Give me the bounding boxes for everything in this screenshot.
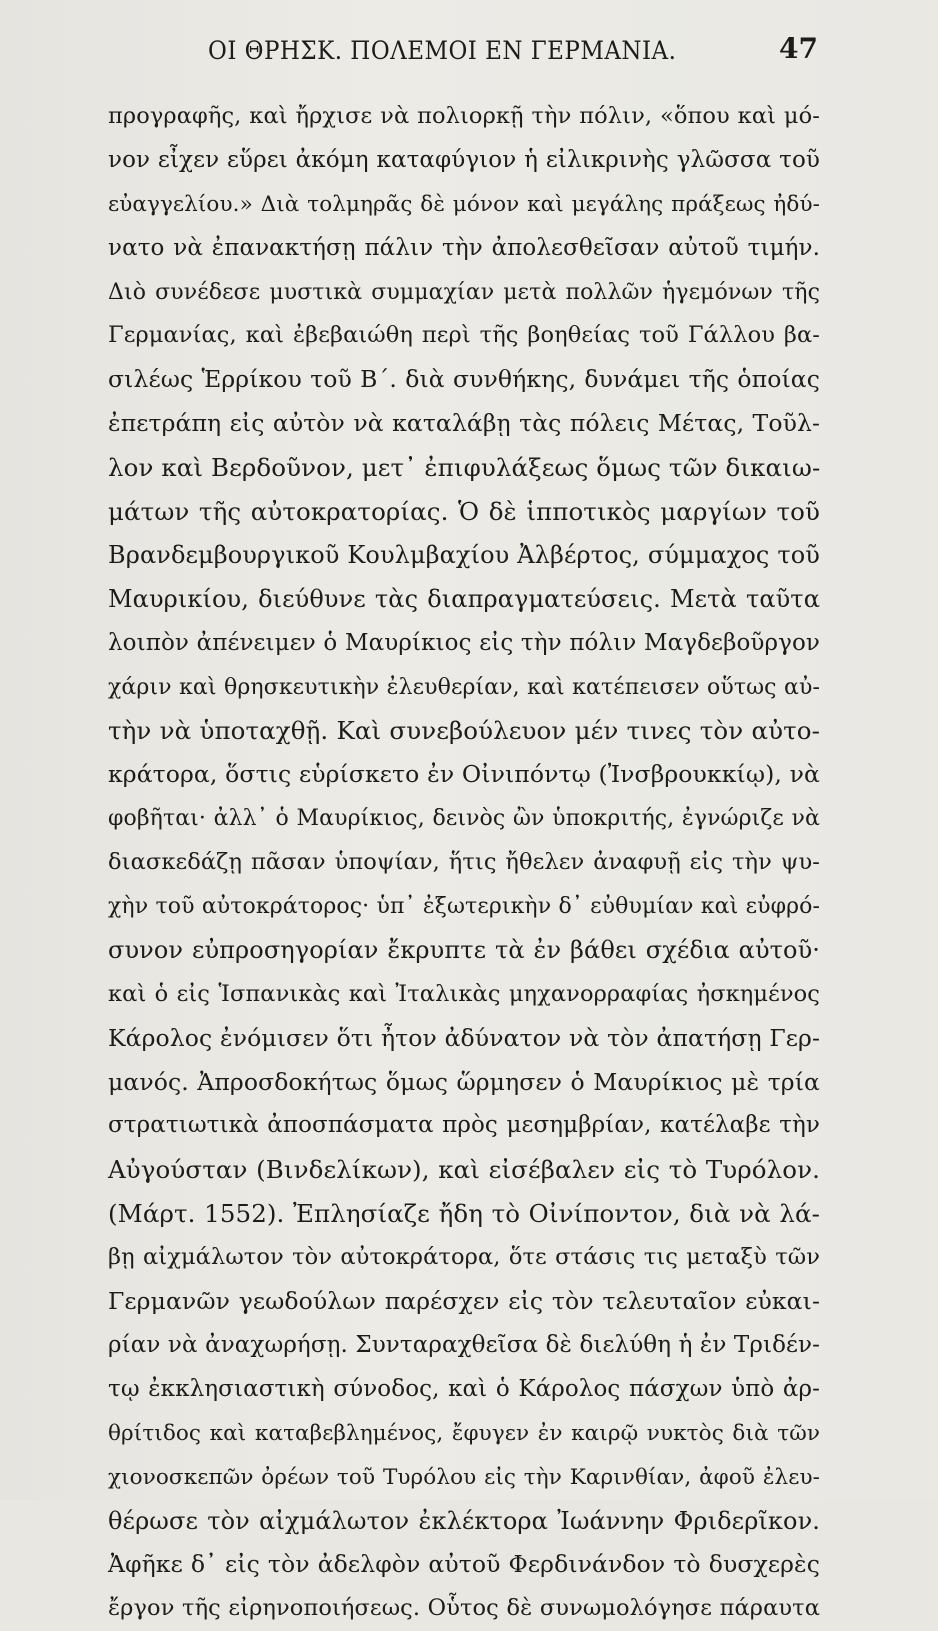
text-line: Γερμανῶν γεωδούλων παρέσχεν εἰς τὸν τελευταῖον εὐκαι- bbox=[108, 1287, 820, 1316]
page-number: 47 bbox=[779, 32, 818, 65]
text-line: νον εἶχεν εὕρει ἀκόμη καταφύγιον ἡ εἰλικρινὴς γλῶσσα τοῦ bbox=[108, 146, 820, 173]
text-line: θέρωσε τὸν αἰχμάλωτον ἐκλέκτορα Ἰωάννην Φριδερῖκον. bbox=[108, 1506, 820, 1535]
text-line: κράτορα, ὅστις εὑρίσκετο ἐν Οἰνιπόντῳ (Ἰνσβρουκκίῳ), νὰ bbox=[108, 760, 820, 789]
text-line: καὶ ὁ εἰς Ἱσπανικὰς καὶ Ἰταλικὰς μηχανορραφίας ἠσκημένος bbox=[108, 980, 820, 1007]
text-line: φοβῆται· ἀλλ᾿ ὁ Μαυρίκιος, δεινὸς ὢν ὑποκριτής, ἐγνώριζε νὰ bbox=[108, 806, 820, 832]
text-line: χὴν τοῦ αὐτοκράτορος· ὑπ᾿ ἐξωτερικὴν δ᾿ εὐθυμίαν καὶ εὐφρό- bbox=[108, 894, 820, 920]
text-line: συνον εὐπροσηγορίαν ἔκρυπτε τὰ ἐν βάθει σχέδια αὐτοῦ· bbox=[108, 935, 820, 964]
text-line: λοιπὸν ἀπένειμεν ὁ Μαυρίκιος εἰς τὴν πόλιν Μαγδεβοῦργον bbox=[108, 629, 820, 656]
text-line: Κάρολος ἐνόμισεν ὅτι ἦτον ἀδύνατον νὰ τὸν ἀπατήσῃ Γερ- bbox=[108, 1023, 820, 1052]
text-line: προγραφῆς, καὶ ἤρχισε νὰ πολιορκῇ τὴν πόλιν, «ὅπου καὶ μό- bbox=[108, 103, 820, 129]
text-line: Διὸ συνέδεσε μυστικὰ συμμαχίαν μετὰ πολλῶν ἡγεμόνων τῆς bbox=[108, 279, 820, 305]
text-line: Βρανδεμβουργικοῦ Κουλμβαχίου Ἀλβέρτος, σύμμαχος τοῦ bbox=[108, 540, 820, 569]
text-line: Γερμανίας, καὶ ἐβεβαιώθη περὶ τῆς βοηθείας τοῦ Γάλλου βα- bbox=[108, 322, 820, 349]
text-line: Αὐγούσταν (Βινδελίκων), καὶ εἰσέβαλεν εἰς τὸ Τυρόλον. bbox=[108, 1155, 820, 1185]
text-line: ἔργον τῆς εἰρηνοποιήσεως. Οὗτος δὲ συνωμολόγησε πάραυτα bbox=[108, 1595, 820, 1622]
text-line: εὐαγγελίου.» Διὰ τολμηρᾶς δὲ μόνον καὶ μεγάλης πράξεως ἠδύ- bbox=[108, 191, 820, 217]
text-line: μάτων τῆς αὐτοκρατορίας. Ὁ δὲ ἱπποτικὸς μαργίων τοῦ bbox=[108, 497, 820, 527]
text-line: τῳ ἐκκλησιαστικὴ σύνοδος, καὶ ὁ Κάρολος πάσχων ὑπὸ ἀρ- bbox=[108, 1375, 820, 1402]
text-line: διασκεδάζῃ πᾶσαν ὑποψίαν, ἥτις ἤθελεν ἀναφυῇ εἰς τὴν ψυ- bbox=[108, 849, 820, 876]
text-line: ἐπετράπη εἰς αὐτὸν νὰ καταλάβῃ τὰς πόλεις Μέτας, Τοῦλ- bbox=[108, 409, 820, 438]
text-line: Ἀφῆκε δ᾿ εἰς τὸν ἀδελφὸν αὐτοῦ Φερδινάνδον τὸ δυσχερὲς bbox=[108, 1550, 820, 1579]
text-line: λον καὶ Βερδοῦνον, μετ᾿ ἐπιφυλάξεως ὅμως τῶν δικαιω- bbox=[108, 453, 821, 483]
text-line: θρίτιδος καὶ καταβεβλημένος, ἔφυγεν ἐν καιρῷ νυκτὸς διὰ τῶν bbox=[108, 1420, 820, 1446]
text-line: Μαυρικίου, διεύθυνε τὰς διαπραγματεύσεις. Μετὰ ταῦτα bbox=[108, 584, 820, 613]
body-text bbox=[108, 95, 820, 1631]
page-header bbox=[108, 30, 820, 70]
text-line: σιλέως Ἑρρίκου τοῦ Β΄. διὰ συνθήκης, δυνάμει τῆς ὁποίας bbox=[108, 365, 820, 394]
running-head: ΟΙ ΘΡΗΣΚ. ΠΟΛΕΜΟΙ ΕΝ ΓΕΡΜΑΝΙΑ. bbox=[208, 36, 677, 65]
text-line: χάριν καὶ θρησκευτικὴν ἐλευθερίαν, καὶ κατέπεισεν οὕτως αὐ- bbox=[108, 674, 820, 700]
text-line: στρατιωτικὰ ἀποσπάσματα πρὸς μεσημβρίαν, κατέλαβε τὴν bbox=[108, 1112, 820, 1139]
text-line: ρίαν νὰ ἀναχωρήσῃ. Συνταραχθεῖσα δὲ διελύθη ἡ ἐν Τριδέν- bbox=[108, 1331, 820, 1358]
text-line: νατο νὰ ἐπανακτήσῃ πάλιν τὴν ἀπολεσθεῖσαν αὐτοῦ τιμήν. bbox=[108, 234, 820, 261]
text-line: τὴν νὰ ὑποταχθῇ. Καὶ συνεβούλευον μέν τινες τὸν αὐτο- bbox=[108, 716, 820, 746]
text-line: μανός. Ἀπροσδοκήτως ὅμως ὥρμησεν ὁ Μαυρίκιος μὲ τρία bbox=[108, 1067, 820, 1096]
text-line: χιονοσκεπῶν ὀρέων τοῦ Τυρόλου εἰς τὴν Καρινθίαν, ἀφοῦ ἐλευ- bbox=[108, 1464, 820, 1490]
text-line: βῃ αἰχμάλωτον τὸν αὐτοκράτορα, ὅτε στάσις τις μεταξὺ τῶν bbox=[108, 1244, 820, 1271]
text-line: (Μάρτ. 1552). Ἐπλησίαζε ἤδη τὸ Οἰνίποντον, διὰ νὰ λά- bbox=[108, 1199, 820, 1229]
